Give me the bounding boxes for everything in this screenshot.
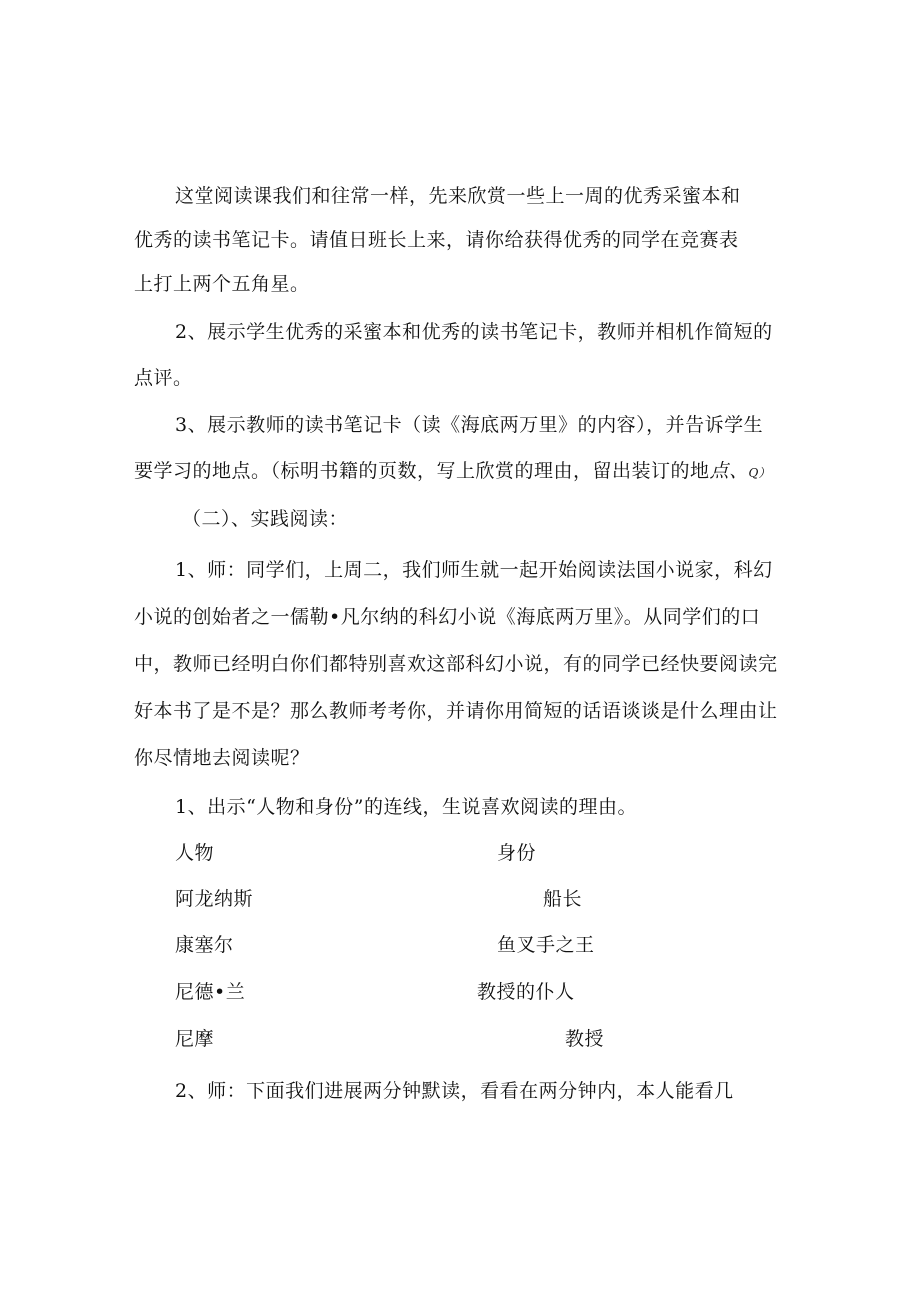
paragraph-5: 1、出示“人物和身份”的连线，生说喜欢阅读的理由。 <box>175 796 638 818</box>
paragraph-3-line-2-italic-point: 点、 <box>709 460 749 482</box>
match-person: 尼摩 <box>175 1028 215 1050</box>
paragraph-3-line-1: 3、展示教师的读书笔记卡（读《海底两万里》的内容），并告诉学生 <box>175 414 764 436</box>
match-identity: 鱼叉手之王 <box>497 934 595 956</box>
paragraph-2-line-1: 2、展示学生优秀的采蜜本和优秀的读书笔记卡，教师并相机作简短的 <box>175 321 773 343</box>
paragraph-6: 2、师：下面我们进展两分钟默读，看看在两分钟内，本人能看几 <box>175 1080 734 1102</box>
paragraph-3-line-2-tail: Q） <box>748 466 771 480</box>
match-header-person: 人物 <box>175 842 215 864</box>
match-person: 尼德•兰 <box>175 981 246 1003</box>
paragraph-intro-line-1: 这堂阅读课我们和往常一样，先来欣赏一些上一周的优秀采蜜本和 <box>175 185 741 207</box>
paragraph-3-line-2 <box>134 459 770 485</box>
paragraph-4-line-1: 1、师：同学们，上周二，我们师生就一起开始阅读法国小说家，科幻 <box>175 559 773 581</box>
match-identity: 船长 <box>543 888 583 910</box>
match-identity: 教授的仆人 <box>477 981 575 1003</box>
section-heading: （二）、实践阅读： <box>182 508 349 530</box>
paragraph-4-line-4: 好本书了是不是？那么教师考考你，并请你用简短的话语谈谈是什么理由让 <box>134 700 778 722</box>
match-identity: 教授 <box>565 1028 605 1050</box>
match-person: 康塞尔 <box>175 934 234 956</box>
paragraph-4-line-5: 你尽情地去阅读呢？ <box>134 747 310 769</box>
paragraph-intro-line-3: 上打上两个五角星。 <box>134 273 310 295</box>
match-header-identity: 身份 <box>497 842 537 864</box>
paragraph-4-line-2: 小说的创始者之一儒勒•凡尔纳的科幻小说《海底两万里》。从同学们的口 <box>134 606 761 628</box>
paragraph-intro-line-2: 优秀的读书笔记卡。请值日班长上来，请你给获得优秀的同学在竞赛表 <box>134 229 739 251</box>
paragraph-3-line-2-text: 要学习的地点。（标明书籍的页数，写上欣赏的理由，留出装订的地 <box>134 460 710 482</box>
paragraph-2-line-2: 点评。 <box>134 367 193 389</box>
paragraph-4-line-3: 中，教师已经明白你们都特别喜欢这部科幻小说，有的同学已经快要阅读完 <box>134 653 778 675</box>
match-person: 阿龙纳斯 <box>175 888 254 910</box>
